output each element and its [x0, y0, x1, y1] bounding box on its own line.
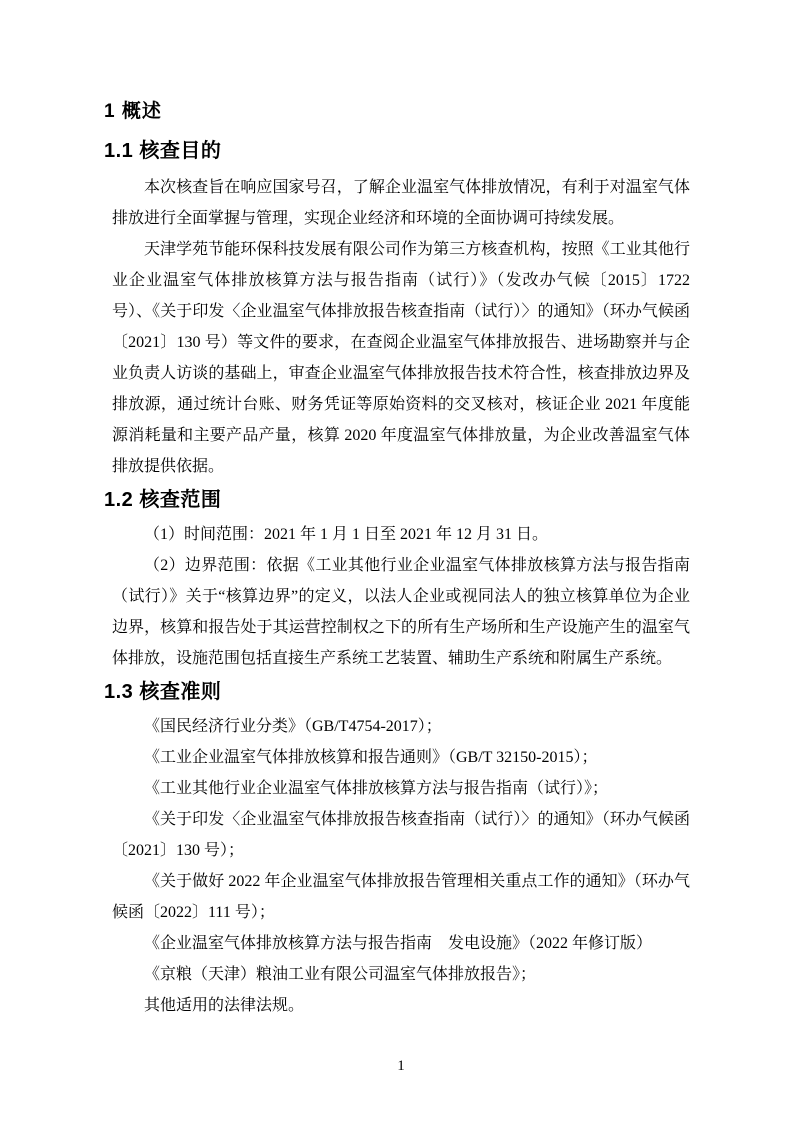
- paragraph: （2）边界范围：依据《工业其他行业企业温室气体排放核算方法与报告指南（试行）》关于“核算边界”的定义，以法人企业或视同法人的独立核算单位为企业边界，核算和报告处于其运营控制权之下的所有生产场所和生产设施产生的温室气体排放，设施范围包括直接生产系统工艺装置、辅助生产系统和附属生产系统。: [112, 557, 690, 667]
- criteria-item: 《工业企业温室气体排放核算和报告通则》（GB/T 32150-2015）；: [144, 749, 598, 766]
- criteria-item: 其他适用的法律法规。: [144, 997, 305, 1014]
- paragraph: 天津学苑节能环保科技发展有限公司作为第三方核查机构，按照《工业其他行业企业温室气体排放核算方法与报告指南（试行）》（发改办气候〔2015〕1722 号）、《关于印发〈企业温室气体排放报告核查指南（试行）〉的通知》（环办气候函〔2021〕130 号）等文件的要求，在查阅企业温室气体排放报告、进场勘察并与企业负责人访谈的基础上，审查企业温室气体排放报告技术符合性，核查排放边界及排放源，通过统计台账、财务凭证等原始资料的交叉核对，核证企业 2021 年度能源消耗量和主要产品产量，核算 2020 年度温室气体排放量，为企业改善温室气体排放提供依据。: [112, 241, 690, 475]
- paragraph: 本次核查旨在响应国家号召，了解企业温室气体排放情况，有利于对温室气体排放进行全面掌握与管理，实现企业经济和环境的全面协调可持续发展。: [112, 179, 690, 227]
- criteria-item: 《企业温室气体排放核算方法与报告指南 发电设施》（2022 年修订版）: [144, 935, 653, 952]
- paragraph: （1）时间范围：2021 年 1 月 1 日至 2021 年 12 月 31 日。: [144, 526, 549, 543]
- criteria-item: 《京粮（天津）粮油工业有限公司温室气体排放报告》；: [144, 966, 537, 983]
- criteria-item: 《国民经济行业分类》（GB/T4754-2017）；: [144, 718, 442, 735]
- criteria-item: 《关于做好 2022 年企业温室气体排放报告管理相关重点工作的通知》（环办气候函〔2022〕111 号）；: [112, 873, 690, 921]
- section-heading-1-1: 1.1 核查目的: [104, 140, 222, 162]
- criteria-item: 《工业其他行业企业温室气体排放核算方法与报告指南（试行）》；: [144, 780, 609, 797]
- section-heading-1-2: 1.2 核查范围: [104, 489, 222, 511]
- section-heading-1-3: 1.3 核查准则: [104, 681, 222, 703]
- chapter-heading: 1 概述: [104, 101, 162, 122]
- document-content: [104, 96, 690, 1021]
- criteria-item: 《关于印发〈企业温室气体排放报告核查指南（试行）〉的通知》（环办气候函〔2021〕130 号）；: [112, 811, 690, 859]
- page-number: 1: [397, 1058, 405, 1074]
